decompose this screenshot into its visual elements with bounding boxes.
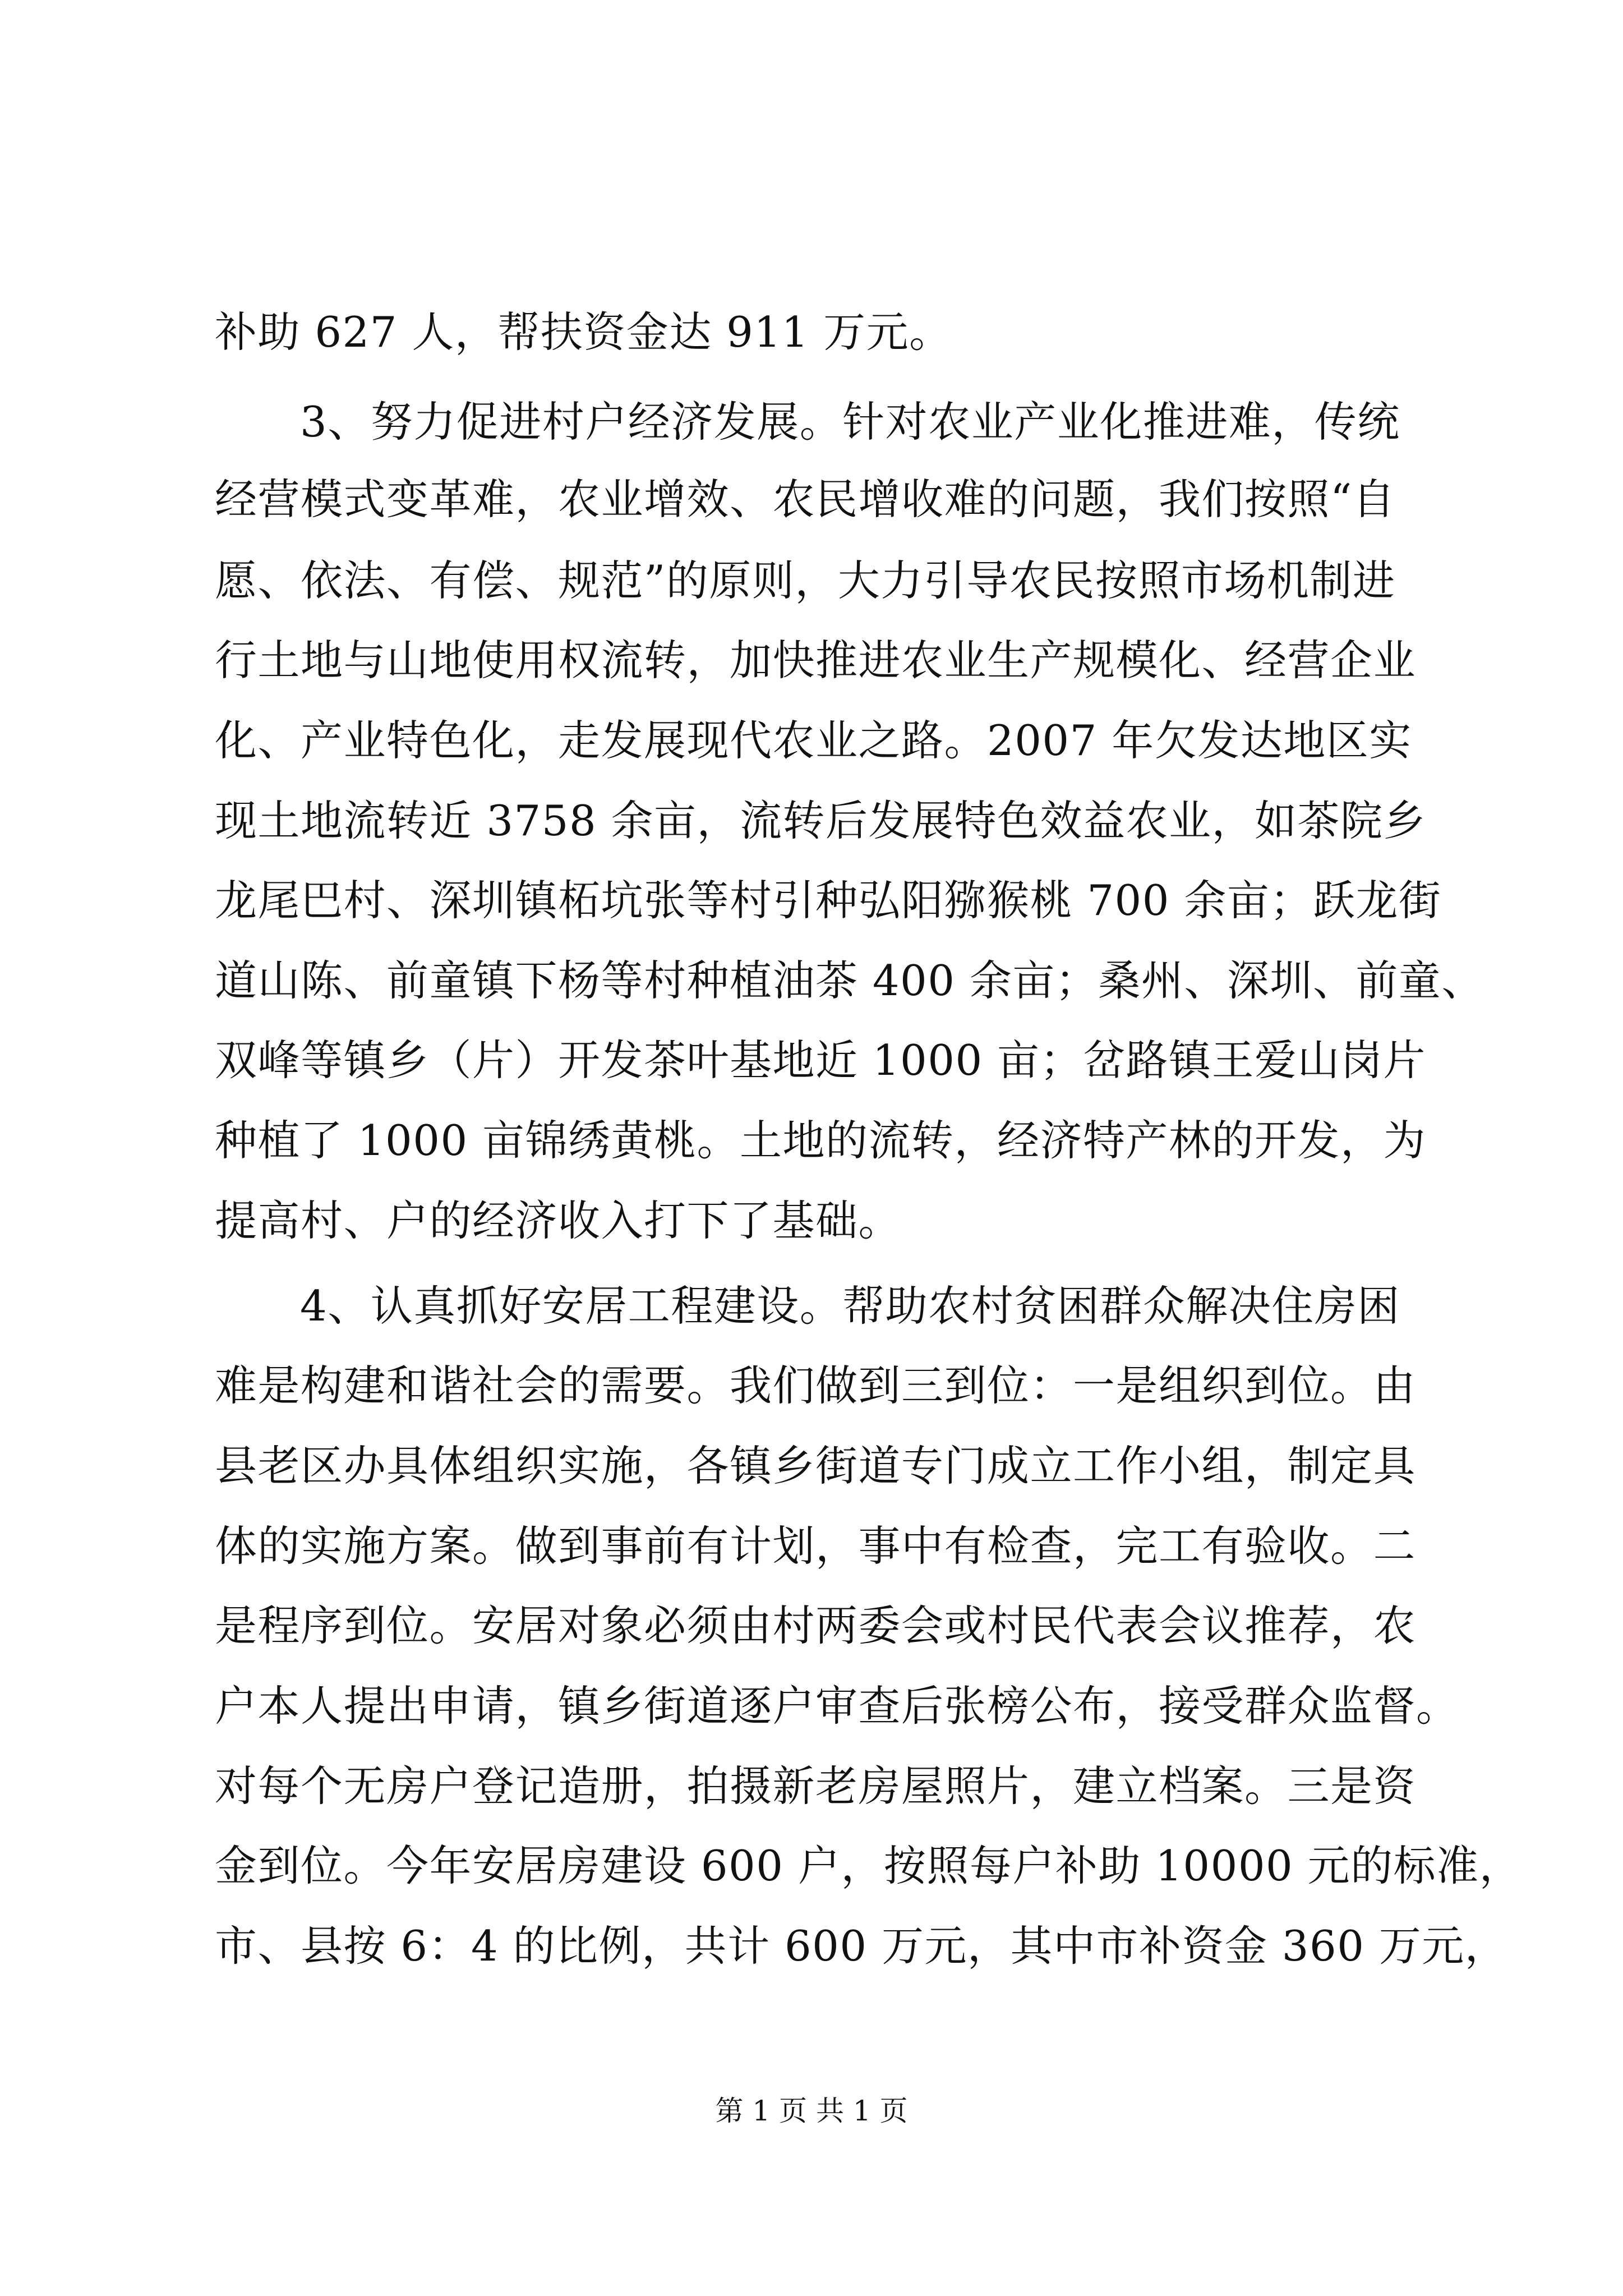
text-line-16: 体的实施方案。做到事前有计划，事中有检查，完工有验收。二 [215, 1521, 1417, 1571]
text-line-1: 补助 627 人，帮扶资金达 911 万元。 [215, 307, 952, 357]
text-line-4: 愿、依法、有偿、规范”的原则，大力引导农民按照市场机制进 [215, 556, 1396, 605]
text-line-9: 道山陈、前童镇下杨等村种植油茶 400 余亩；桑州、深圳、前童、 [215, 956, 1484, 1005]
text-line-21: 市、县按 6：4 的比例，共计 600 万元，其中市补资金 360 万元， [215, 1921, 1508, 1971]
text-line-15: 县老区办具体组织实施，各镇乡街道专门成立工作小组，制定具 [215, 1441, 1417, 1490]
text-line-6: 化、产业特色化，走发展现代农业之路。2007 年欠发达地区实 [215, 716, 1412, 765]
text-line-20: 金到位。今年安居房建设 600 户，按照每户补助 10000 元的标准， [215, 1841, 1523, 1890]
text-line-10: 双峰等镇乡（片）开发茶叶基地近 1000 亩；岔路镇王爱山岗片 [215, 1036, 1427, 1085]
text-line-3: 经营模式变革难，农业增效、农民增收难的问题，我们按照“自 [215, 475, 1396, 524]
text-line-5: 行土地与山地使用权流转，加快推进农业生产规模化、经营企业 [215, 636, 1417, 685]
text-line-11: 种植了 1000 亩锦绣黄桃。土地的流转，经济特产林的开发，为 [215, 1116, 1427, 1165]
text-line-12: 提高村、户的经济收入打下了基础。 [215, 1196, 902, 1245]
text-line-19: 对每个无房户登记造册，拍摄新老房屋照片，建立档案。三是资 [215, 1761, 1417, 1811]
text-line-8: 龙尾巴村、深圳镇柘坑张等村引种弘阳猕猴桃 700 余亩；跃龙街 [215, 876, 1442, 925]
text-line-7: 现土地流转近 3758 余亩，流转后发展特色效益农业，如茶院乡 [215, 796, 1427, 845]
page-footer: 第 1 页 共 1 页 [715, 2095, 908, 2127]
text-line-2: 3、努力促进村户经济发展。针对农业产业化推进难，传统 [300, 397, 1400, 447]
text-line-14: 难是构建和谐社会的需要。我们做到三到位：一是组织到位。由 [215, 1361, 1417, 1410]
text-line-18: 户本人提出申请，镇乡街道逐户审查后张榜公布，接受群众监督。 [215, 1681, 1459, 1731]
text-line-17: 是程序到位。安居对象必须由村两委会或村民代表会议推荐，农 [215, 1601, 1417, 1650]
text-line-13: 4、认真抓好安居工程建设。帮助农村贫困群众解决住房困 [300, 1281, 1400, 1331]
